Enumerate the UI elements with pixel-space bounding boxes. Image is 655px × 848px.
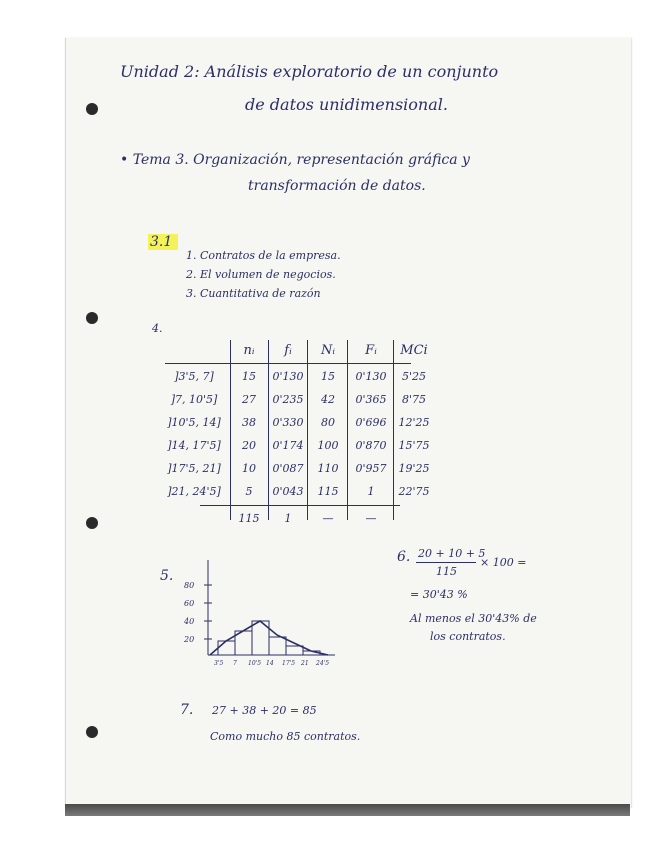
- table-cell: 22'75: [398, 485, 430, 498]
- binder-hole-icon: [86, 726, 98, 738]
- question-5-label: 5.: [160, 568, 174, 584]
- table-cell: 0'043: [272, 485, 304, 498]
- table-cell: 5: [245, 485, 253, 498]
- table-cell: 15: [242, 370, 256, 383]
- q6-denominator: 115: [436, 565, 457, 578]
- topic-line2: transformación de datos.: [248, 178, 426, 194]
- binder-hole-icon: [86, 517, 98, 529]
- table-cell-interval: ]3'5, 7]: [174, 370, 214, 383]
- binder-hole-icon: [86, 103, 98, 115]
- histogram-bar: [286, 646, 303, 655]
- table-cell: 0'087: [272, 462, 304, 475]
- question-7-label: 7.: [180, 702, 194, 718]
- table-cell-interval: ]21, 24'5]: [167, 485, 221, 498]
- q6-fraction-bar: [416, 562, 476, 563]
- table-cell: 12'25: [398, 416, 430, 429]
- histogram-sketch: [180, 555, 340, 670]
- table-cell: 80: [321, 416, 335, 429]
- y-tick-label: 80: [184, 581, 195, 590]
- table-cell: 0'130: [355, 370, 387, 383]
- table-cell: 38: [242, 416, 256, 429]
- table-divider: [307, 340, 308, 520]
- topic-line1: • Tema 3. Organización, representación gráfica y: [120, 152, 470, 168]
- table-cell: 15'75: [398, 439, 430, 452]
- table-total: —: [365, 512, 377, 525]
- table-cell: 0'130: [272, 370, 304, 383]
- table-cell: 19'25: [398, 462, 430, 475]
- table-cell: 15: [321, 370, 335, 383]
- table-cell-interval: ]7, 10'5]: [170, 393, 218, 406]
- table-cell: 27: [242, 393, 256, 406]
- x-tick-label: 7: [233, 660, 237, 667]
- y-tick-label: 20: [184, 635, 195, 644]
- table-cell: 0'870: [355, 439, 387, 452]
- question-4-label: 4.: [152, 322, 163, 335]
- table-cell: 5'25: [401, 370, 427, 383]
- table-cell: 42: [321, 393, 335, 406]
- table-cell: 0'235: [272, 393, 304, 406]
- header-ni: nᵢ: [243, 343, 255, 358]
- header-fi: fᵢ: [284, 343, 292, 358]
- q6-conclusion-1: Al menos el 30'43% de: [410, 612, 537, 625]
- table-cell: 8'75: [401, 393, 427, 406]
- y-tick-label: 60: [184, 599, 195, 608]
- histogram-bar: [269, 637, 286, 655]
- table-cell: 110: [317, 462, 339, 475]
- histogram-bar: [218, 641, 235, 655]
- q6-conclusion-2: los contratos.: [430, 630, 506, 643]
- question-6-label: 6.: [397, 549, 411, 565]
- q7-conclusion: Como mucho 85 contratos.: [210, 730, 361, 743]
- table-cell: 0'174: [272, 439, 304, 452]
- table-divider: [230, 340, 231, 520]
- table-cell: 0'330: [272, 416, 304, 429]
- table-divider: [393, 340, 394, 520]
- x-tick-label: 17'5: [282, 660, 296, 667]
- q6-numerator: 20 + 10 + 5: [418, 547, 486, 560]
- x-tick-label: 14: [266, 660, 274, 667]
- title-line1: Unidad 2: Análisis exploratorio de un conjunto: [120, 62, 499, 81]
- table-cell: 0'957: [355, 462, 387, 475]
- table-cell: 115: [317, 485, 339, 498]
- table-cell: 0'696: [355, 416, 387, 429]
- page-edge-shadow: [65, 804, 630, 816]
- table-cell: 20: [242, 439, 256, 452]
- x-tick-label: 24'5: [316, 660, 330, 667]
- q7-expression: 27 + 38 + 20 = 85: [212, 704, 317, 717]
- table-cell: 0'365: [355, 393, 387, 406]
- answer-item-1: 1. Contratos de la empresa.: [186, 249, 341, 262]
- table-total: —: [322, 512, 334, 525]
- table-cell: 1: [367, 485, 375, 498]
- table-header-rule: [165, 363, 411, 364]
- header-Ni: Nᵢ: [321, 343, 335, 358]
- title-line2: de datos unidimensional.: [245, 95, 448, 114]
- x-tick-label: 21: [301, 660, 309, 667]
- table-cell: 100: [317, 439, 339, 452]
- x-tick-label: 3'5: [214, 660, 224, 667]
- table-cell-interval: ]10'5, 14]: [167, 416, 221, 429]
- section-number: 3.1: [150, 234, 173, 250]
- table-total: 1: [284, 512, 292, 525]
- q6-result: = 30'43 %: [410, 588, 468, 601]
- table-divider: [347, 340, 348, 520]
- table-divider: [268, 340, 269, 520]
- header-mci: MCi: [400, 343, 428, 358]
- x-tick-label: 10'5: [248, 660, 262, 667]
- y-tick-label: 40: [184, 617, 195, 626]
- table-cell-interval: ]17'5, 21]: [167, 462, 221, 475]
- table-total: 115: [238, 512, 260, 525]
- answer-item-2: 2. El volumen de negocios.: [186, 268, 336, 281]
- header-Fi: Fᵢ: [365, 343, 377, 358]
- binder-hole-icon: [86, 312, 98, 324]
- answer-item-3: 3. Cuantitativa de razón: [186, 287, 321, 300]
- table-cell-interval: ]14, 17'5]: [167, 439, 221, 452]
- q6-multiplier: × 100 =: [480, 556, 527, 569]
- table-cell: 10: [242, 462, 256, 475]
